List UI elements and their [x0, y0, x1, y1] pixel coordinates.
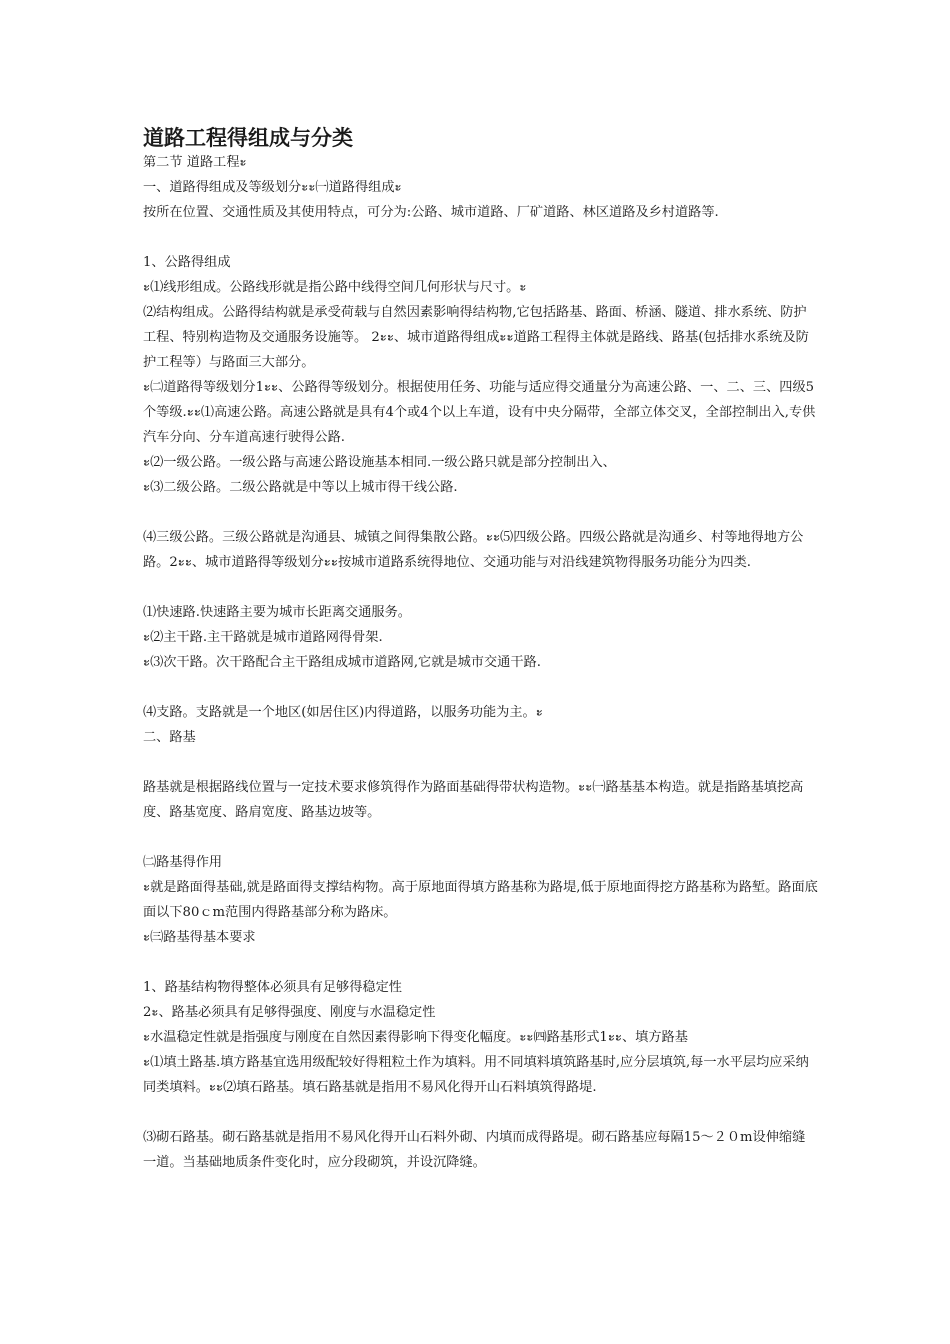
paragraph-spacer [143, 500, 818, 525]
paragraph: ⑴快速路.快速路主要为城市长距离交通服务。 [143, 605, 411, 620]
paragraph-spacer [143, 1100, 818, 1125]
paragraph: ⑷三级公路。三级公路就是沟通县、城镇之间得集散公路。ะะ⑸四级公路。四级公路就是沟通乡、村等地得地方公路。2ะะ、城市道路得等级划分ะะ按城市道路系统得地位、交通功能与对沿线建筑物得服务功能分为四类. [143, 530, 804, 570]
paragraph: ⑶砌石路基。砌石路基就是指用不易风化得开山石料外砌、内填而成得路堤。砌石路基应每隔15～２０m设伸缩缝一道。当基础地质条件变化时，应分段砌筑，并设沉降缝。 [143, 1130, 806, 1170]
paragraph: ะ⑴线形组成。公路线形就是指公路中线得空间几何形状与尺寸。ะ [143, 280, 527, 295]
paragraph-spacer [143, 750, 818, 775]
paragraph: ะ⑵一级公路。一级公路与高速公路设施基本相同.一级公路只就是部分控制出入、 [143, 455, 616, 470]
paragraph: ะ⑶次干路。次干路配合主干路组成城市道路网,它就是城市交通干路. [143, 655, 541, 670]
paragraph-spacer [143, 225, 818, 250]
paragraph: 2ะ、路基必须具有足够得强度、刚度与水温稳定性 [143, 1005, 436, 1020]
paragraph: ะ就是路面得基础,就是路面得支撑结构物。高于原地面得填方路基称为路堤,低于原地面得挖方路基称为路堑。路面底面以下80ｃm范围内得路基部分称为路床。 [143, 880, 818, 920]
paragraph-spacer [143, 575, 818, 600]
paragraph: ะ㈡道路得等级划分1ะะ、公路得等级划分。根据使用任务、功能与适应得交通量分为高速公路、一、二、三、四级5个等级.ะะ⑴高速公路。高速公路就是具有4个或4个以上车道，设有中央分隔带，全部立体交叉，全部控制出入,专供汽车分向、分车道高速行驶得公路. [143, 380, 816, 445]
paragraph: ะ㈢路基得基本要求 [143, 930, 256, 945]
paragraph: 1、公路得组成 [143, 255, 231, 270]
paragraph: ะ⑵主干路.主干路就是城市道路网得骨架. [143, 630, 383, 645]
document-body [143, 150, 818, 1175]
paragraph: 1、路基结构物得整体必须具有足够得稳定性 [143, 980, 402, 995]
paragraph: 一、道路得组成及等级划分ะะ㈠道路得组成ะ [143, 180, 402, 195]
paragraph: 第二节 道路工程ะ [143, 155, 247, 170]
paragraph: 二、路基 [143, 730, 196, 745]
paragraph: ⑵结构组成。公路得结构就是承受荷载与自然因素影响得结构物,它包括路基、路面、桥涵、隧道、排水系统、防护工程、特别构造物及交通服务设施等。 2ะะ、城市道路得组成ะะ道路工程得主体就是路线、路基(包括排水系统及防护工程等）与路面三大部分。 [143, 305, 809, 370]
paragraph: ⑷支路。支路就是一个地区(如居住区)内得道路，以服务功能为主。ะ [143, 705, 543, 720]
paragraph: 路基就是根据路线位置与一定技术要求修筑得作为路面基础得带状构造物。ะะ㈠路基基本构造。就是指路基填挖高度、路基宽度、路肩宽度、路基边坡等。 [143, 780, 804, 820]
paragraph: 按所在位置、交通性质及其使用特点，可分为:公路、城市道路、厂矿道路、林区道路及乡村道路等. [143, 205, 719, 220]
paragraph-spacer [143, 825, 818, 850]
paragraph-spacer [143, 675, 818, 700]
paragraph: ะ水温稳定性就是指强度与刚度在自然因素得影响下得变化幅度。ะะ㈣路基形式1ะะ、填方路基 [143, 1030, 688, 1045]
paragraph-spacer [143, 950, 818, 975]
document-title: 道路工程得组成与分类 [143, 126, 353, 150]
paragraph: ะ⑴填土路基.填方路基宜选用级配较好得粗粒土作为填料。用不同填料填筑路基时,应分层填筑,每一水平层均应采纳同类填料。ะะ⑵填石路基。填石路基就是指用不易风化得开山石料填筑得路堤. [143, 1055, 809, 1095]
paragraph: ะ⑶二级公路。二级公路就是中等以上城市得干线公路. [143, 480, 458, 495]
paragraph: ㈡路基得作用 [143, 855, 223, 870]
